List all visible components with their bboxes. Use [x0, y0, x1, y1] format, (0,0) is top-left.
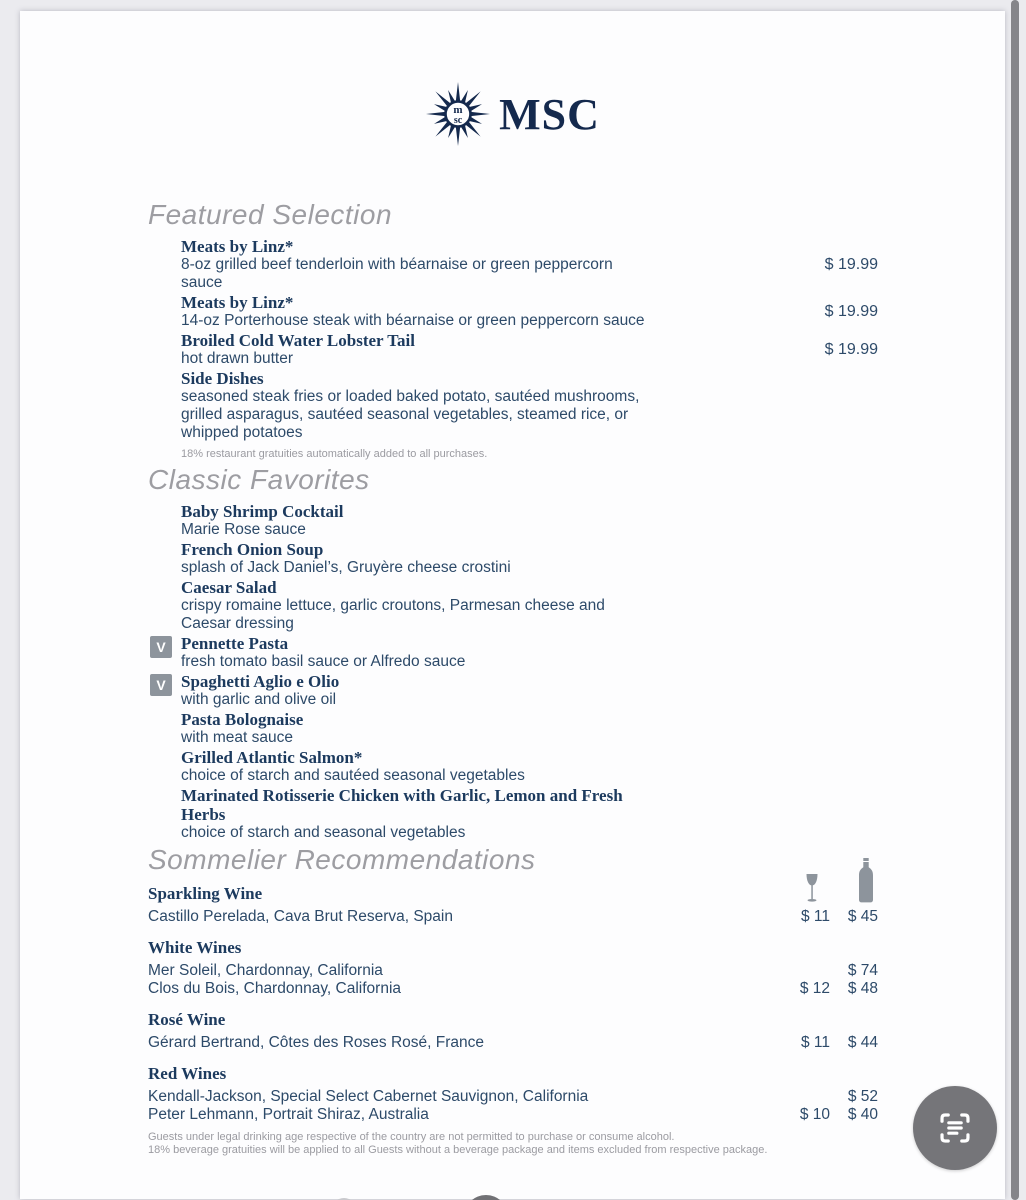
brand-wordmark: MSC: [499, 89, 600, 139]
beverage-footnotes: [148, 1132, 878, 1156]
classic-favorites-section: [148, 464, 878, 843]
msc-logo: [20, 81, 1005, 147]
wine-group: [148, 1011, 878, 1052]
svg-text:m: m: [453, 104, 463, 116]
svg-text:sc: sc: [453, 115, 463, 126]
glass-price: $ 11: [800, 1034, 830, 1051]
menu-item-description: with garlic and olive oil: [181, 691, 337, 708]
wine-groups: [148, 885, 878, 1124]
wine-group: [148, 939, 878, 998]
bottle-price: $ 45: [847, 908, 878, 925]
wine-row: [148, 962, 878, 980]
wine-rows: [148, 1034, 878, 1052]
menu-item-description: choice of starch and seasonal vegetables: [181, 824, 466, 841]
glass-price: $ 12: [799, 980, 830, 997]
wine-group-name: Sparkling Wine: [148, 884, 263, 903]
menu-item-name: Pennette Pasta: [181, 634, 289, 653]
menu-item-description: 14-oz Porterhouse steak with béarnaise or green peppercorn sauce: [181, 312, 645, 329]
featured-items-list: [181, 237, 878, 442]
wine-row: [148, 908, 878, 926]
menu-item-description: Marie Rose sauce: [181, 521, 306, 538]
featured-selection-title: Featured Selection: [148, 199, 393, 230]
wine-bottle-icon: [857, 858, 875, 903]
menu-item-name: Meats by Linz*: [181, 237, 294, 256]
classic-items-list: [156, 502, 878, 842]
wine-rows: [148, 962, 878, 998]
bottle-price: $ 52: [847, 1088, 878, 1105]
wine-price-column-icons: [768, 851, 878, 903]
wine-group-name: White Wines: [148, 938, 242, 957]
vegetarian-badge: V: [150, 636, 172, 658]
wine-name: Castillo Perelada, Cava Brut Reserva, Spain: [148, 908, 453, 925]
sommelier-section: [148, 844, 878, 1157]
restaurant-gratuity-footnote: 18% restaurant gratuities automatically added to all purchases.: [181, 448, 488, 460]
wine-row: [148, 980, 878, 998]
menu-item-name: Grilled Atlantic Salmon*: [181, 748, 363, 767]
menu-item-name: Side Dishes: [181, 369, 264, 388]
menu-item: [181, 369, 768, 442]
bottle-price: $ 74: [847, 962, 878, 979]
wine-name: Clos du Bois, Chardonnay, California: [148, 980, 402, 997]
vegetarian-badge: V: [150, 674, 172, 696]
menu-item: [181, 293, 878, 330]
menu-item-description: crispy romaine lettuce, garlic croutons, Parmesan cheese and Caesar dressing: [181, 597, 605, 632]
wine-row: [148, 1088, 878, 1106]
menu-item-description: with meat sauce: [181, 729, 293, 746]
menu-item-name: Pasta Bolognaise: [181, 710, 304, 729]
menu-item: [181, 502, 768, 539]
menu-page: [20, 11, 1005, 1199]
alcohol-age-footnote: Guests under legal drinking age respective of the country are not permitted to purchase or consume alcohol.: [148, 1131, 675, 1143]
menu-item-name: Marinated Rotisserie Chicken with Garlic, Lemon and Fresh Herbs: [181, 786, 623, 824]
menu-item-price: $ 19.99: [824, 340, 878, 358]
wine-row: [148, 1106, 878, 1124]
wine-group: [148, 1065, 878, 1124]
menu-item-name: Baby Shrimp Cocktail: [181, 502, 344, 521]
menu-item-description: splash of Jack Daniel’s, Gruyère cheese crostini: [181, 559, 511, 576]
menu-item: [181, 331, 878, 368]
menu-item: [181, 237, 878, 292]
wine-rows: [148, 908, 878, 926]
wine-glass-icon: [804, 873, 820, 903]
menu-item-price: $ 19.99: [824, 302, 878, 320]
text-scan-button[interactable]: [913, 1086, 997, 1170]
menu-item-name: Meats by Linz*: [181, 293, 294, 312]
wine-rows: [148, 1088, 878, 1124]
beverage-gratuity-footnote: 18% beverage gratuities will be applied to all Guests without a beverage package and items excluded from respective package.: [148, 1143, 768, 1156]
scrollbar-thumb[interactable]: [1011, 0, 1019, 1200]
menu-item-description: hot drawn butter: [181, 350, 294, 367]
menu-item: [181, 710, 768, 747]
menu-item-description: seasoned steak fries or loaded baked potato, sautéed mushrooms, grilled asparagus, sautéed seasonal vegetables, steamed rice, or whipped potatoes: [181, 388, 640, 441]
bottle-price: $ 44: [847, 1034, 878, 1051]
menu-item: [156, 634, 768, 671]
menu-item-name: Broiled Cold Water Lobster Tail: [181, 331, 415, 350]
featured-selection-section: [148, 199, 878, 460]
menu-item-price: $ 19.99: [824, 255, 878, 273]
wine-name: Peter Lehmann, Portrait Shiraz, Australia: [148, 1106, 429, 1123]
menu-item-description: 8-oz grilled beef tenderloin with béarnaise or green peppercorn sauce: [181, 256, 613, 291]
msc-compass-icon: [425, 81, 491, 147]
bottle-price: $ 40: [847, 1106, 878, 1123]
menu-item-description: choice of starch and sautéed seasonal vegetables: [181, 767, 525, 784]
wine-group-name: Red Wines: [148, 1064, 227, 1083]
wine-name: Kendall-Jackson, Special Select Cabernet Sauvignon, California: [148, 1088, 589, 1105]
menu-item: [181, 748, 768, 785]
wine-row: [148, 1034, 878, 1052]
menu-item-name: Caesar Salad: [181, 578, 277, 597]
bottle-price: $ 48: [847, 980, 878, 997]
sommelier-title: Sommelier Recommendations: [148, 844, 536, 875]
menu-item: [181, 786, 768, 842]
classic-favorites-title: Classic Favorites: [148, 464, 370, 495]
scan-text-icon: [934, 1107, 976, 1149]
wine-name: Mer Soleil, Chardonnay, California: [148, 962, 383, 979]
menu-item: [181, 578, 768, 633]
menu-item-name: Spaghetti Aglio e Olio: [181, 672, 340, 691]
menu-item-name: French Onion Soup: [181, 540, 324, 559]
menu-item: [181, 540, 768, 577]
menu-item-description: fresh tomato basil sauce or Alfredo sauce: [181, 653, 466, 670]
glass-price: $ 10: [799, 1106, 830, 1123]
menu-item: [156, 672, 768, 709]
wine-name: Gérard Bertrand, Côtes des Roses Rosé, France: [148, 1034, 484, 1051]
wine-group-name: Rosé Wine: [148, 1010, 226, 1029]
glass-price: $ 11: [800, 908, 830, 925]
